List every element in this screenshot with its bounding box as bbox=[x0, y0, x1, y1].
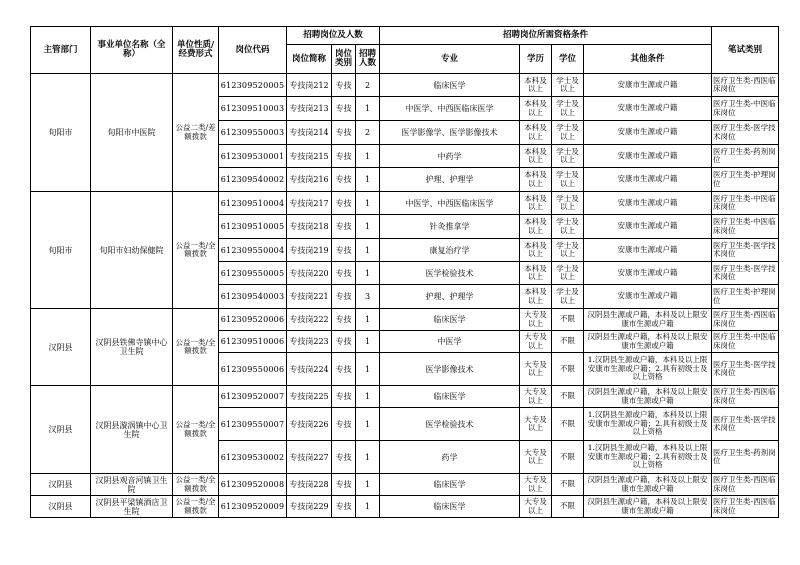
cell-code: 612309510005 bbox=[219, 215, 287, 239]
cell-dept: 汉阴县 bbox=[31, 309, 91, 386]
cell-other: 安康市生源或户籍 bbox=[584, 239, 712, 262]
cell-other: 安康市生源或户籍 bbox=[584, 285, 712, 309]
recruitment-table-sheet bbox=[30, 26, 778, 518]
header-major: 专业 bbox=[380, 45, 520, 74]
cell-nature: 公益一类/全额拨款 bbox=[173, 386, 219, 474]
cell-code: 612309530001 bbox=[219, 145, 287, 168]
header-dept: 主管部门 bbox=[31, 27, 91, 74]
cell-code: 612309510003 bbox=[219, 97, 287, 121]
cell-other: 安康市生源或户籍 bbox=[584, 145, 712, 168]
cell-post-type: 专技 bbox=[332, 215, 356, 239]
cell-post-name: 专技岗227 bbox=[287, 441, 332, 474]
table-header bbox=[31, 27, 779, 74]
cell-post-type: 专技 bbox=[332, 168, 356, 192]
cell-edu: 本科及以上 bbox=[520, 215, 552, 239]
cell-post-type: 专技 bbox=[332, 121, 356, 145]
cell-count: 1 bbox=[356, 441, 380, 474]
cell-exam: 医疗卫生类-西医临床岗位 bbox=[712, 496, 779, 518]
header-edu: 学历 bbox=[520, 45, 552, 74]
cell-dept: 旬阳市 bbox=[31, 74, 91, 192]
recruitment-table bbox=[30, 26, 779, 518]
cell-post-type: 专技 bbox=[332, 441, 356, 474]
cell-major: 中药学 bbox=[380, 145, 520, 168]
cell-exam: 医疗卫生类-医学技术岗位 bbox=[712, 353, 779, 386]
cell-count: 1 bbox=[356, 408, 380, 441]
table-row bbox=[31, 74, 779, 97]
cell-post-name: 专技岗219 bbox=[287, 239, 332, 262]
cell-major: 临床医学 bbox=[380, 386, 520, 408]
cell-post-name: 专技岗212 bbox=[287, 74, 332, 97]
header-nature: 单位性质/经费形式 bbox=[173, 27, 219, 74]
cell-count: 2 bbox=[356, 74, 380, 97]
cell-major: 临床医学 bbox=[380, 74, 520, 97]
cell-major: 中医学、中西医临床医学 bbox=[380, 97, 520, 121]
cell-other: 安康市生源或户籍 bbox=[584, 192, 712, 215]
cell-major: 护理、护理学 bbox=[380, 285, 520, 309]
cell-code: 612309510004 bbox=[219, 192, 287, 215]
cell-major: 医学影像技术 bbox=[380, 353, 520, 386]
cell-code: 612309520007 bbox=[219, 386, 287, 408]
cell-post-type: 专技 bbox=[332, 97, 356, 121]
cell-other: 安康市生源或户籍 bbox=[584, 262, 712, 285]
cell-count: 1 bbox=[356, 97, 380, 121]
cell-post-type: 专技 bbox=[332, 285, 356, 309]
cell-degree: 学士及以上 bbox=[552, 239, 584, 262]
cell-major: 临床医学 bbox=[380, 309, 520, 331]
table-row bbox=[31, 309, 779, 331]
cell-unit: 旬阳市妇幼保健院 bbox=[91, 192, 173, 309]
cell-count: 1 bbox=[356, 168, 380, 192]
cell-code: 612309550005 bbox=[219, 262, 287, 285]
cell-exam: 医疗卫生类-医学技术岗位 bbox=[712, 121, 779, 145]
cell-major: 临床医学 bbox=[380, 496, 520, 518]
cell-count: 1 bbox=[356, 353, 380, 386]
cell-post-name: 专技岗224 bbox=[287, 353, 332, 386]
table-row bbox=[31, 386, 779, 408]
cell-post-type: 专技 bbox=[332, 474, 356, 496]
cell-count: 3 bbox=[356, 285, 380, 309]
cell-count: 2 bbox=[356, 121, 380, 145]
cell-count: 1 bbox=[356, 239, 380, 262]
cell-code: 612309520008 bbox=[219, 474, 287, 496]
cell-unit: 汉阴县铁佛寺镇中心卫生院 bbox=[91, 309, 173, 386]
cell-post-type: 专技 bbox=[332, 331, 356, 353]
cell-post-type: 专技 bbox=[332, 353, 356, 386]
cell-unit: 汉阴县漩涡镇中心卫生院 bbox=[91, 386, 173, 474]
cell-post-name: 专技岗221 bbox=[287, 285, 332, 309]
cell-degree: 不限 bbox=[552, 408, 584, 441]
cell-post-name: 专技岗225 bbox=[287, 386, 332, 408]
cell-post-name: 专技岗218 bbox=[287, 215, 332, 239]
cell-count: 1 bbox=[356, 145, 380, 168]
cell-degree: 学士及以上 bbox=[552, 121, 584, 145]
cell-post-name: 专技岗217 bbox=[287, 192, 332, 215]
cell-post-name: 专技岗223 bbox=[287, 331, 332, 353]
cell-major: 针灸推拿学 bbox=[380, 215, 520, 239]
cell-other: 汉阴县生源或户籍，本科及以上限安康市生源或户籍 bbox=[584, 386, 712, 408]
header-group-post: 招聘岗位及人数 bbox=[287, 27, 380, 45]
cell-exam: 医疗卫生类-护理岗位 bbox=[712, 168, 779, 192]
table-row bbox=[31, 474, 779, 496]
cell-count: 1 bbox=[356, 262, 380, 285]
cell-post-name: 专技岗213 bbox=[287, 97, 332, 121]
cell-code: 612309510006 bbox=[219, 331, 287, 353]
cell-edu: 大专及以上 bbox=[520, 408, 552, 441]
cell-other: 1.汉阴县生源或户籍，本科及以上限安康市生源或户籍；2.具有初级士及以上资格 bbox=[584, 441, 712, 474]
cell-edu: 本科及以上 bbox=[520, 168, 552, 192]
cell-degree: 学士及以上 bbox=[552, 145, 584, 168]
cell-major: 医学影像学、医学影像技术 bbox=[380, 121, 520, 145]
cell-code: 612309550007 bbox=[219, 408, 287, 441]
cell-major: 临床医学 bbox=[380, 474, 520, 496]
cell-edu: 大专及以上 bbox=[520, 353, 552, 386]
cell-degree: 学士及以上 bbox=[552, 97, 584, 121]
cell-other: 安康市生源或户籍 bbox=[584, 215, 712, 239]
table-row bbox=[31, 192, 779, 215]
cell-other: 安康市生源或户籍 bbox=[584, 121, 712, 145]
cell-post-type: 专技 bbox=[332, 74, 356, 97]
cell-exam: 医疗卫生类-中医临床岗位 bbox=[712, 331, 779, 353]
cell-major: 药学 bbox=[380, 441, 520, 474]
cell-degree: 不限 bbox=[552, 331, 584, 353]
cell-degree: 学士及以上 bbox=[552, 262, 584, 285]
header-other: 其他条件 bbox=[584, 45, 712, 74]
cell-code: 612309520005 bbox=[219, 74, 287, 97]
cell-post-name: 专技岗229 bbox=[287, 496, 332, 518]
cell-other: 安康市生源或户籍 bbox=[584, 97, 712, 121]
cell-count: 1 bbox=[356, 474, 380, 496]
cell-edu: 本科及以上 bbox=[520, 74, 552, 97]
cell-edu: 本科及以上 bbox=[520, 121, 552, 145]
header-post-name: 岗位简称 bbox=[287, 45, 332, 74]
cell-exam: 医疗卫生类-中医临床岗位 bbox=[712, 192, 779, 215]
cell-dept: 汉阴县 bbox=[31, 496, 91, 518]
cell-post-type: 专技 bbox=[332, 239, 356, 262]
cell-major: 康复治疗学 bbox=[380, 239, 520, 262]
cell-nature: 公益一类/全额拨款 bbox=[173, 496, 219, 518]
cell-exam: 医疗卫生类-护理岗位 bbox=[712, 285, 779, 309]
cell-code: 612309520006 bbox=[219, 309, 287, 331]
cell-post-name: 专技岗216 bbox=[287, 168, 332, 192]
cell-edu: 大专及以上 bbox=[520, 474, 552, 496]
cell-code: 612309550004 bbox=[219, 239, 287, 262]
cell-dept: 汉阴县 bbox=[31, 474, 91, 496]
cell-code: 612309550006 bbox=[219, 353, 287, 386]
cell-nature: 公益一类/全额拨款 bbox=[173, 474, 219, 496]
cell-count: 1 bbox=[356, 192, 380, 215]
cell-degree: 学士及以上 bbox=[552, 168, 584, 192]
cell-unit: 旬阳市中医院 bbox=[91, 74, 173, 192]
cell-exam: 医疗卫生类-医学技术岗位 bbox=[712, 239, 779, 262]
cell-major: 中医学 bbox=[380, 331, 520, 353]
cell-post-name: 专技岗214 bbox=[287, 121, 332, 145]
cell-other: 汉阴县生源或户籍，本科及以上限安康市生源或户籍 bbox=[584, 496, 712, 518]
cell-count: 1 bbox=[356, 331, 380, 353]
cell-exam: 医疗卫生类-中医临床岗位 bbox=[712, 97, 779, 121]
header-code: 岗位代码 bbox=[219, 27, 287, 74]
cell-nature: 公益二类/差额拨款 bbox=[173, 74, 219, 192]
cell-code: 612309540003 bbox=[219, 285, 287, 309]
cell-edu: 大专及以上 bbox=[520, 441, 552, 474]
cell-degree: 不限 bbox=[552, 309, 584, 331]
cell-exam: 医疗卫生类-西医临床岗位 bbox=[712, 74, 779, 97]
cell-other: 汉阴县生源或户籍，本科及以上限安康市生源或户籍 bbox=[584, 474, 712, 496]
cell-dept: 旬阳市 bbox=[31, 192, 91, 309]
cell-code: 612309520009 bbox=[219, 496, 287, 518]
cell-post-name: 专技岗228 bbox=[287, 474, 332, 496]
cell-other: 汉阴县生源或户籍，本科及以上限安康市生源或户籍 bbox=[584, 331, 712, 353]
header-degree: 学位 bbox=[552, 45, 584, 74]
header-group-requirements: 招聘岗位所需资格条件 bbox=[380, 27, 712, 45]
cell-post-type: 专技 bbox=[332, 496, 356, 518]
cell-exam: 医疗卫生类-药剂岗位 bbox=[712, 441, 779, 474]
table-row bbox=[31, 496, 779, 518]
cell-other: 安康市生源或户籍 bbox=[584, 74, 712, 97]
cell-code: 612309550003 bbox=[219, 121, 287, 145]
cell-count: 1 bbox=[356, 496, 380, 518]
cell-other: 安康市生源或户籍 bbox=[584, 168, 712, 192]
header-post-type: 岗位类别 bbox=[332, 45, 356, 74]
table-body bbox=[31, 74, 779, 518]
cell-count: 1 bbox=[356, 386, 380, 408]
cell-edu: 大专及以上 bbox=[520, 496, 552, 518]
cell-major: 中医学、中西医临床医学 bbox=[380, 192, 520, 215]
cell-edu: 本科及以上 bbox=[520, 262, 552, 285]
cell-other: 1.汉阴县生源或户籍，本科及以上限安康市生源或户籍；2.具有初级士及以上资格 bbox=[584, 353, 712, 386]
cell-other: 汉阴县生源或户籍，本科及以上限安康市生源或户籍 bbox=[584, 309, 712, 331]
cell-edu: 本科及以上 bbox=[520, 239, 552, 262]
cell-code: 612309530002 bbox=[219, 441, 287, 474]
cell-nature: 公益一类/全额拨款 bbox=[173, 192, 219, 309]
cell-post-type: 专技 bbox=[332, 408, 356, 441]
cell-dept: 汉阴县 bbox=[31, 386, 91, 474]
cell-degree: 不限 bbox=[552, 353, 584, 386]
cell-count: 1 bbox=[356, 215, 380, 239]
cell-degree: 学士及以上 bbox=[552, 192, 584, 215]
cell-degree: 学士及以上 bbox=[552, 285, 584, 309]
header-exam: 笔试类别 bbox=[712, 27, 779, 74]
cell-exam: 医疗卫生类-西医临床岗位 bbox=[712, 474, 779, 496]
header-count: 招聘人数 bbox=[356, 45, 380, 74]
cell-edu: 本科及以上 bbox=[520, 192, 552, 215]
cell-post-type: 专技 bbox=[332, 145, 356, 168]
cell-exam: 医疗卫生类-医学技术岗位 bbox=[712, 262, 779, 285]
cell-edu: 本科及以上 bbox=[520, 97, 552, 121]
cell-degree: 不限 bbox=[552, 441, 584, 474]
cell-major: 医学检验技术 bbox=[380, 408, 520, 441]
header-unit: 事业单位名称（全称） bbox=[91, 27, 173, 74]
cell-degree: 学士及以上 bbox=[552, 74, 584, 97]
cell-edu: 大专及以上 bbox=[520, 386, 552, 408]
cell-edu: 本科及以上 bbox=[520, 145, 552, 168]
cell-post-name: 专技岗215 bbox=[287, 145, 332, 168]
cell-exam: 医疗卫生类-中医临床岗位 bbox=[712, 215, 779, 239]
cell-code: 612309540002 bbox=[219, 168, 287, 192]
cell-post-name: 专技岗220 bbox=[287, 262, 332, 285]
cell-edu: 大专及以上 bbox=[520, 331, 552, 353]
cell-post-type: 专技 bbox=[332, 386, 356, 408]
cell-degree: 不限 bbox=[552, 496, 584, 518]
cell-degree: 不限 bbox=[552, 386, 584, 408]
cell-major: 护理、护理学 bbox=[380, 168, 520, 192]
cell-nature: 公益一类/全额拨款 bbox=[173, 309, 219, 386]
cell-other: 1.汉阴县生源或户籍，本科及以上限安康市生源或户籍；2.具有初级士及以上资格 bbox=[584, 408, 712, 441]
cell-exam: 医疗卫生类-西医临床岗位 bbox=[712, 386, 779, 408]
cell-post-type: 专技 bbox=[332, 309, 356, 331]
cell-unit: 汉阴县平梁镇酒店卫生院 bbox=[91, 496, 173, 518]
cell-major: 医学检验技术 bbox=[380, 262, 520, 285]
cell-post-type: 专技 bbox=[332, 262, 356, 285]
cell-count: 1 bbox=[356, 309, 380, 331]
cell-degree: 学士及以上 bbox=[552, 215, 584, 239]
cell-post-name: 专技岗226 bbox=[287, 408, 332, 441]
cell-exam: 医疗卫生类-药剂岗位 bbox=[712, 145, 779, 168]
cell-degree: 不限 bbox=[552, 474, 584, 496]
cell-exam: 医疗卫生类-西医临床岗位 bbox=[712, 309, 779, 331]
cell-exam: 医疗卫生类-医学技术岗位 bbox=[712, 408, 779, 441]
cell-post-name: 专技岗222 bbox=[287, 309, 332, 331]
cell-post-type: 专技 bbox=[332, 192, 356, 215]
cell-edu: 大专及以上 bbox=[520, 309, 552, 331]
cell-unit: 汉阴县观音河镇卫生院 bbox=[91, 474, 173, 496]
cell-edu: 本科及以上 bbox=[520, 285, 552, 309]
